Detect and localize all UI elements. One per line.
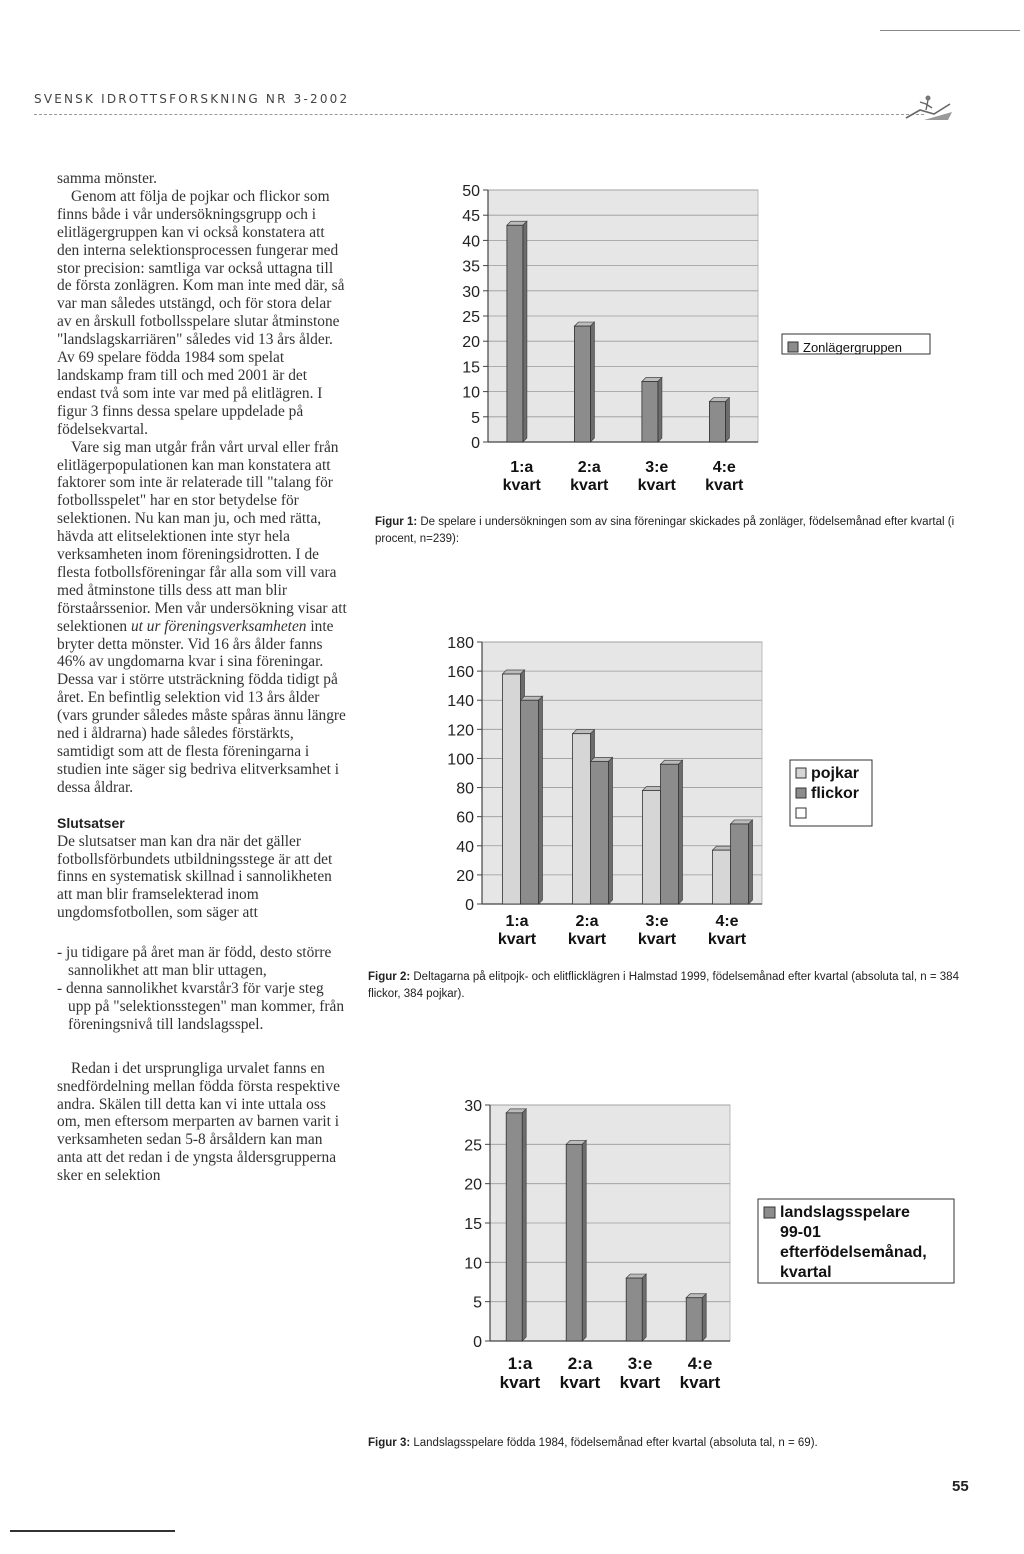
bar-side — [702, 1294, 706, 1341]
figure-1-chart — [440, 172, 940, 502]
legend-swatch — [796, 808, 806, 818]
y-tick-label: 10 — [464, 1255, 482, 1273]
legend-label: pojkar — [811, 765, 860, 782]
paragraph: Redan i det ursprungliga urvalet fanns en snedfördelning mellan födda första respektive andra. Skälen till detta kan vi inte uttala oss om, men eftersom merparten av barnen varit i verksamheten sedan 5-8 årsåldern kan man anta att det redan i de yngsta åldersgrupperna sker en selektion — [57, 1059, 340, 1185]
y-tick-label: 100 — [447, 751, 474, 769]
figure-2-caption — [368, 969, 978, 1003]
x-tick-label: kvart — [570, 477, 609, 494]
bar — [573, 734, 591, 904]
legend-swatch — [764, 1207, 775, 1218]
bar — [713, 850, 731, 904]
y-tick-label: 180 — [447, 635, 474, 652]
x-tick-label: 3:e — [627, 1354, 653, 1373]
x-tick-label: 4:e — [712, 459, 736, 476]
bar-side — [539, 696, 543, 904]
bar — [521, 700, 539, 904]
list-item: - ju tidigare på året man är född, desto större sannolikhet att man blir uttagen, — [57, 944, 332, 980]
x-tick-label: kvart — [707, 931, 747, 948]
paragraph: De slutsatser man kan dra när det gäller fotbollsförbundets utbildningsstege är att det finns en systematisk skillnad i sannolikheten att man blir framselekterad inom ungdomsfotbollen, som säger att — [57, 832, 333, 922]
bar-side — [522, 1109, 526, 1341]
y-tick-label: 35 — [462, 258, 480, 276]
figure-2-chart — [430, 630, 890, 960]
legend-swatch — [796, 768, 806, 778]
bar — [566, 1144, 582, 1341]
figure-3-caption — [368, 1435, 988, 1452]
y-tick-label: 50 — [462, 183, 480, 200]
list-item: - denna sannolikhet kvarstår3 för varje steg upp på "selektionsstegen" man kommer, från föreningsnivå till landslagsspel. — [57, 979, 345, 1033]
y-tick-label: 30 — [464, 1098, 482, 1115]
x-tick-label: kvart — [705, 477, 744, 494]
y-tick-label: 40 — [462, 233, 480, 251]
y-tick-label: 40 — [456, 838, 474, 856]
y-tick-label: 60 — [456, 809, 474, 827]
bar-side — [725, 398, 729, 442]
y-tick-label: 140 — [447, 693, 474, 711]
x-tick-label: kvart — [499, 1373, 541, 1392]
bar — [507, 225, 523, 442]
x-tick-label: 1:a — [510, 459, 534, 476]
bar-side — [590, 322, 594, 442]
y-tick-label: 120 — [447, 722, 474, 740]
bar — [626, 1278, 642, 1341]
paragraph-text: inte bryter detta mönster. Vid 16 års ålder fanns 46% av ungdomarna kvar i sina föreningar. Dessa var i större utsträckning födda tidigt på året. En befintlig selektion vid 13 års ålder (vars grunder således måste spåras ännu längre ned i åldrarna) hade således förstärkts, samtidigt som att de flesta föreningarna i studien inte säger sig bedriva elitverksamhet i dessa åldrar. — [57, 617, 346, 796]
figure-1-caption — [375, 514, 975, 548]
legend-swatch — [796, 788, 806, 798]
x-tick-label: 3:e — [645, 459, 669, 476]
x-tick-label: kvart — [637, 931, 677, 948]
bar-side — [582, 1140, 586, 1341]
x-tick-label: 3:e — [645, 913, 669, 930]
y-tick-label: 5 — [473, 1294, 482, 1312]
x-tick-label: kvart — [567, 931, 607, 948]
bar — [686, 1298, 702, 1341]
bar — [506, 1113, 522, 1341]
bar-side — [658, 378, 662, 442]
journal-logo-icon — [900, 90, 955, 126]
x-tick-label: 2:a — [567, 1354, 593, 1373]
paragraph: Genom att följa de pojkar och flickor som finns både i vår undersökningsgrupp och i elitlägergruppen kan vi också konstatera att den interna selektionsprocessen fungerar med stor precision: samtliga var också uttagna till de första zonlägren. Kom man inte med där, så var man således utstängd, och för stora delar av en årskull fotbollsspelare slutar åtminstone "landslagskarriären" således vid 13 års ålder. Av 69 spelare födda 1984 som spelat landskamp fram till och med 2001 är det endast två som inte var med på elitlägren. I figur 3 finns dessa spelare uppdelade på födelsekvartal. — [57, 187, 345, 438]
x-tick-label: 1:a — [505, 913, 529, 930]
y-tick-label: 25 — [464, 1137, 482, 1155]
y-tick-label: 80 — [456, 780, 474, 798]
y-tick-label: 30 — [462, 283, 480, 301]
x-tick-label: kvart — [497, 931, 537, 948]
bar — [731, 824, 749, 904]
legend-label: kvartal — [780, 1264, 832, 1281]
x-tick-label: kvart — [502, 477, 541, 494]
paragraph — [57, 439, 349, 797]
footer-rule — [10, 1530, 175, 1532]
paragraph: samma mönster. — [57, 170, 158, 187]
bar — [661, 764, 679, 904]
bar — [709, 402, 725, 442]
bar-side — [642, 1274, 646, 1341]
x-tick-label: 4:e — [687, 1354, 713, 1373]
y-tick-label: 5 — [471, 409, 480, 427]
x-tick-label: kvart — [637, 477, 676, 494]
body-text-column — [57, 170, 349, 1185]
x-tick-label: 1:a — [507, 1354, 533, 1373]
header-rule — [34, 114, 924, 115]
caption-label: Figur 2: — [368, 971, 411, 983]
y-tick-label: 0 — [465, 897, 474, 914]
x-tick-label: kvart — [559, 1373, 601, 1392]
legend-swatch — [788, 342, 798, 352]
emphasis-text: ut ur föreningsverksamheten — [130, 617, 307, 635]
section-heading: Slutsatser — [57, 814, 125, 831]
caption-label: Figur 3: — [368, 1437, 411, 1449]
caption-text: Deltagarna på elitpojk- och elitflicklägren i Halmstad 1999, födelsemånad efter kvartal (absoluta tal, n = 384 flickor, 384 pojkar). — [368, 971, 959, 1000]
top-edge-rule — [880, 30, 1020, 31]
x-tick-label: 2:a — [575, 913, 599, 930]
y-tick-label: 20 — [456, 867, 474, 885]
bar-side — [609, 757, 613, 904]
conclusion-list — [57, 944, 349, 1034]
legend-label: flickor — [811, 785, 860, 802]
page-number: 55 — [952, 1478, 969, 1495]
y-tick-label: 10 — [462, 384, 480, 402]
legend-label: Zonlägergruppen — [803, 340, 903, 355]
x-tick-label: kvart — [679, 1373, 721, 1392]
paragraph-text: Vare sig man utgår från vårt urval eller från elitlägerpopulationen kan man konstatera att faktorer som inte är relaterade till "talang för fotbollsspelet" har en stor betydelse för selektionen. Nu kan man ju, och med rätta, hävda att elitselektionen inte styr hela verksamheten inom föreningsidrotten. I de flesta fotbollsföreningar får alla som vill vara med åtminstone tills dess att man blir förstaårssenior. Men vår undersökning visar att selektionen — [57, 438, 347, 635]
y-tick-label: 0 — [471, 435, 480, 452]
y-tick-label: 0 — [473, 1334, 482, 1351]
bar-side — [523, 221, 527, 442]
y-tick-label: 15 — [464, 1216, 482, 1233]
legend-label: landslagsspelare — [780, 1204, 910, 1221]
caption-text: De spelare i undersökningen som av sina föreningar skickades på zonläger, födelsemånad efter kvartal (i procent, n=239): — [375, 516, 955, 545]
y-tick-label: 15 — [462, 359, 480, 377]
y-tick-label: 25 — [462, 309, 480, 326]
caption-label: Figur 1: — [375, 516, 418, 528]
caption-text: Landslagsspelare födda 1984, födelsemånad efter kvartal (absoluta tal, n = 69). — [410, 1437, 818, 1449]
y-tick-label: 20 — [462, 334, 480, 352]
bar-side — [749, 820, 753, 904]
y-tick-label: 20 — [464, 1176, 482, 1194]
bar — [591, 761, 609, 904]
bar — [642, 382, 658, 442]
legend-label: 99-01 — [780, 1224, 821, 1241]
x-tick-label: kvart — [619, 1373, 661, 1392]
bar — [503, 674, 521, 904]
bar-side — [679, 760, 683, 904]
bar — [643, 790, 661, 904]
figure-3-chart — [440, 1085, 965, 1410]
x-tick-label: 4:e — [715, 913, 739, 930]
x-tick-label: 2:a — [577, 459, 601, 476]
running-header: SVENSK IDROTTSFORSKNING NR 3-2002 — [34, 92, 350, 106]
bar — [574, 326, 590, 442]
y-tick-label: 160 — [447, 664, 474, 682]
legend-label: efterfödelsemånad, — [780, 1244, 927, 1261]
y-tick-label: 45 — [462, 208, 480, 226]
